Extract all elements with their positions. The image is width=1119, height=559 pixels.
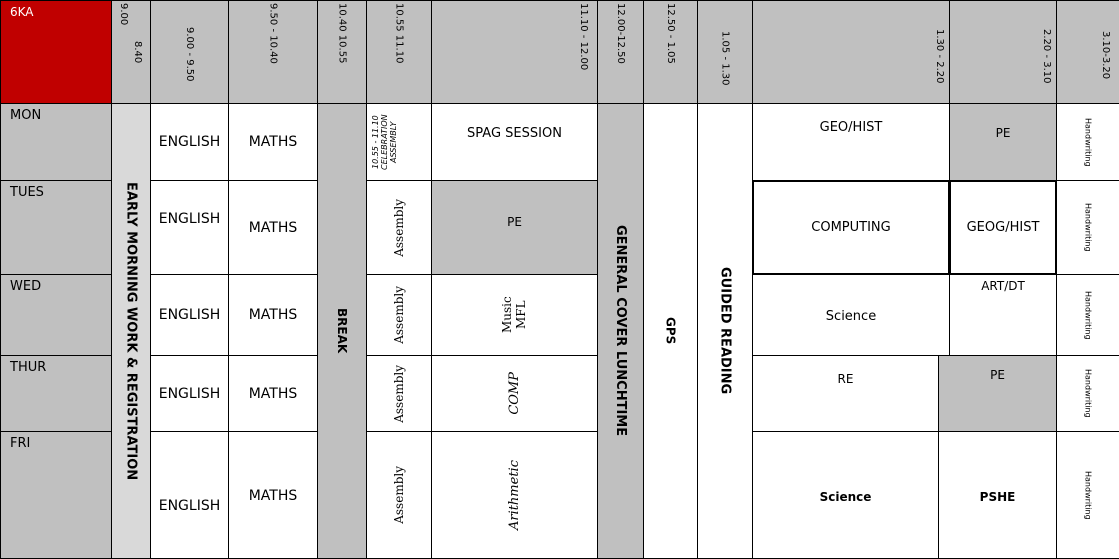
lesson-label: PE bbox=[507, 215, 522, 229]
lesson-label: Handwriting bbox=[1083, 470, 1093, 520]
lesson-comp-thur bbox=[431, 355, 598, 432]
lesson-spag-mon bbox=[431, 103, 598, 181]
lesson-english-fri bbox=[150, 431, 229, 559]
lesson-label: COMP bbox=[507, 372, 522, 415]
lesson-computing-tues bbox=[752, 180, 950, 275]
lesson-label: Handwriting bbox=[1083, 117, 1093, 167]
lesson-label: Science bbox=[819, 490, 872, 504]
lesson-pshe-fri bbox=[938, 431, 1057, 559]
lesson-label: Assembly bbox=[392, 198, 406, 257]
lesson-label: ENGLISH bbox=[158, 307, 221, 323]
early-morning-work-label: EARLY MORNING WORK & REGISTRATION bbox=[123, 181, 139, 481]
header-10-40-10-55 bbox=[317, 0, 367, 104]
gps-label: GPS bbox=[663, 317, 678, 345]
header-12-50-1-05 bbox=[643, 0, 698, 104]
header-time: 9.00 - 9.50 bbox=[184, 27, 195, 82]
lesson-label: MATHS bbox=[248, 385, 298, 402]
lesson-arithmetic-fri bbox=[431, 431, 598, 559]
lesson-english-tues bbox=[150, 180, 229, 275]
lesson-english-thur bbox=[150, 355, 229, 432]
lesson-label: MATHS bbox=[248, 134, 298, 150]
day-label: WED bbox=[10, 279, 42, 294]
lesson-label: Music MFL bbox=[499, 296, 528, 334]
lesson-maths-wed bbox=[228, 274, 318, 356]
header-time: 2.20 - 3.10 bbox=[1041, 29, 1052, 84]
lesson-label: PE bbox=[990, 368, 1005, 382]
header-time: 9.50 - 10.40 bbox=[267, 3, 279, 64]
lesson-label: Handwriting bbox=[1083, 290, 1093, 340]
header-3-10-3-20 bbox=[1056, 0, 1119, 104]
header-time: 11.10 - 12.00 bbox=[578, 3, 589, 71]
break-label: BREAK bbox=[335, 308, 349, 354]
lesson-maths-tues bbox=[228, 180, 318, 275]
guided-reading-block bbox=[697, 103, 753, 559]
lesson-maths-fri bbox=[228, 431, 318, 559]
lesson-pe-thur bbox=[938, 355, 1057, 432]
day-label: MON bbox=[10, 108, 42, 123]
lesson-label: MATHS bbox=[248, 219, 298, 236]
lesson-maths-mon bbox=[228, 103, 318, 181]
lesson-geog-hist-tues bbox=[949, 180, 1057, 275]
day-label-wed bbox=[0, 274, 112, 356]
day-label: FRI bbox=[10, 436, 31, 451]
early-morning-work-block bbox=[111, 103, 151, 559]
lesson-handwriting-fri bbox=[1056, 431, 1119, 559]
lesson-english-wed bbox=[150, 274, 229, 356]
lesson-english-mon bbox=[150, 103, 229, 181]
day-label: THUR bbox=[10, 360, 47, 375]
lesson-assembly-thur bbox=[366, 355, 432, 432]
lesson-label: ART/DT bbox=[981, 279, 1025, 293]
lesson-handwriting-wed bbox=[1056, 274, 1119, 356]
lesson-science-fri bbox=[752, 431, 939, 559]
lunchtime-label: GENERAL COVER LUNCHTIME bbox=[613, 225, 628, 437]
lesson-assembly-fri bbox=[366, 431, 432, 559]
lesson-science-wed bbox=[752, 274, 950, 356]
header-9-50-10-40 bbox=[228, 0, 318, 104]
lesson-assembly-wed bbox=[366, 274, 432, 356]
lesson-label: Handwriting bbox=[1083, 369, 1093, 418]
header-1-30-2-20 bbox=[752, 0, 950, 104]
lesson-label: Handwriting bbox=[1083, 203, 1093, 252]
day-label: TUES bbox=[10, 185, 44, 200]
lesson-label: ENGLISH bbox=[158, 211, 221, 227]
class-name: 6KA bbox=[10, 5, 34, 19]
header-9-00-9-50 bbox=[150, 0, 229, 104]
lesson-assembly-tues bbox=[366, 180, 432, 275]
lesson-label: Assembly bbox=[392, 364, 406, 423]
lesson-label: PSHE bbox=[979, 490, 1016, 504]
header-time: 10.40 10.55 bbox=[336, 3, 348, 64]
day-label-mon bbox=[0, 103, 112, 181]
lunchtime-block bbox=[597, 103, 644, 559]
lesson-maths-thur bbox=[228, 355, 318, 432]
lesson-pe-tues bbox=[431, 180, 598, 275]
header-time: 12.50 - 1.05 bbox=[665, 3, 676, 64]
header-time: 10.55 11.10 bbox=[393, 3, 405, 64]
lesson-label: GEOG/HIST bbox=[966, 220, 1040, 235]
gps-block bbox=[643, 103, 698, 559]
day-label-tues bbox=[0, 180, 112, 275]
lesson-handwriting-thur bbox=[1056, 355, 1119, 432]
header-time: 1.30 - 2.20 bbox=[934, 29, 945, 84]
break-block bbox=[317, 103, 367, 559]
lesson-label: ENGLISH bbox=[158, 385, 221, 402]
lesson-label: ENGLISH bbox=[158, 134, 221, 150]
lesson-label: Assembly bbox=[392, 286, 406, 344]
lesson-geo-hist-mon bbox=[752, 103, 950, 181]
header-time: 9.00 bbox=[118, 3, 129, 26]
lesson-label: MATHS bbox=[248, 488, 298, 504]
header-2-20-3-10 bbox=[949, 0, 1057, 104]
lesson-handwriting-tues bbox=[1056, 180, 1119, 275]
lesson-label: 10.55 - 11.10 CELEBRATION ASSEMBLY bbox=[371, 114, 398, 170]
header-1-05-1-30 bbox=[697, 0, 753, 104]
lesson-label: Arithmetic bbox=[507, 459, 522, 531]
lesson-handwriting-mon bbox=[1056, 103, 1119, 181]
lesson-label: MATHS bbox=[248, 307, 298, 323]
day-label-thur bbox=[0, 355, 112, 432]
lesson-label: SPAG SESSION bbox=[467, 126, 562, 141]
header-time: 12.00-12.50 bbox=[615, 3, 626, 64]
header-9-00-8-40 bbox=[111, 0, 151, 104]
lesson-celebration-assembly-mon bbox=[366, 103, 432, 181]
lesson-label: ENGLISH bbox=[158, 498, 221, 514]
lesson-label: GEO/HIST bbox=[819, 120, 883, 135]
lesson-label: RE bbox=[837, 372, 854, 386]
lesson-pe-mon bbox=[949, 103, 1057, 181]
header-time: 1.05 - 1.30 bbox=[719, 31, 731, 86]
day-label-fri bbox=[0, 431, 112, 559]
header-11-10-12-00 bbox=[431, 0, 598, 104]
lesson-re-thur bbox=[752, 355, 939, 432]
lesson-art-dt-wed bbox=[949, 274, 1057, 356]
header-10-55-11-10 bbox=[366, 0, 432, 104]
lesson-label: PE bbox=[995, 126, 1011, 140]
lesson-label: Assembly bbox=[392, 466, 406, 524]
lesson-music-mfl-wed bbox=[431, 274, 598, 356]
header-time: 8.40 bbox=[132, 41, 143, 64]
lesson-label: Science bbox=[825, 309, 877, 324]
lesson-label: COMPUTING bbox=[811, 220, 891, 235]
guided-reading-label: GUIDED READING bbox=[717, 267, 733, 395]
header-12-00-12-50 bbox=[597, 0, 644, 104]
header-time: 3.10-3.20 bbox=[1100, 31, 1111, 80]
